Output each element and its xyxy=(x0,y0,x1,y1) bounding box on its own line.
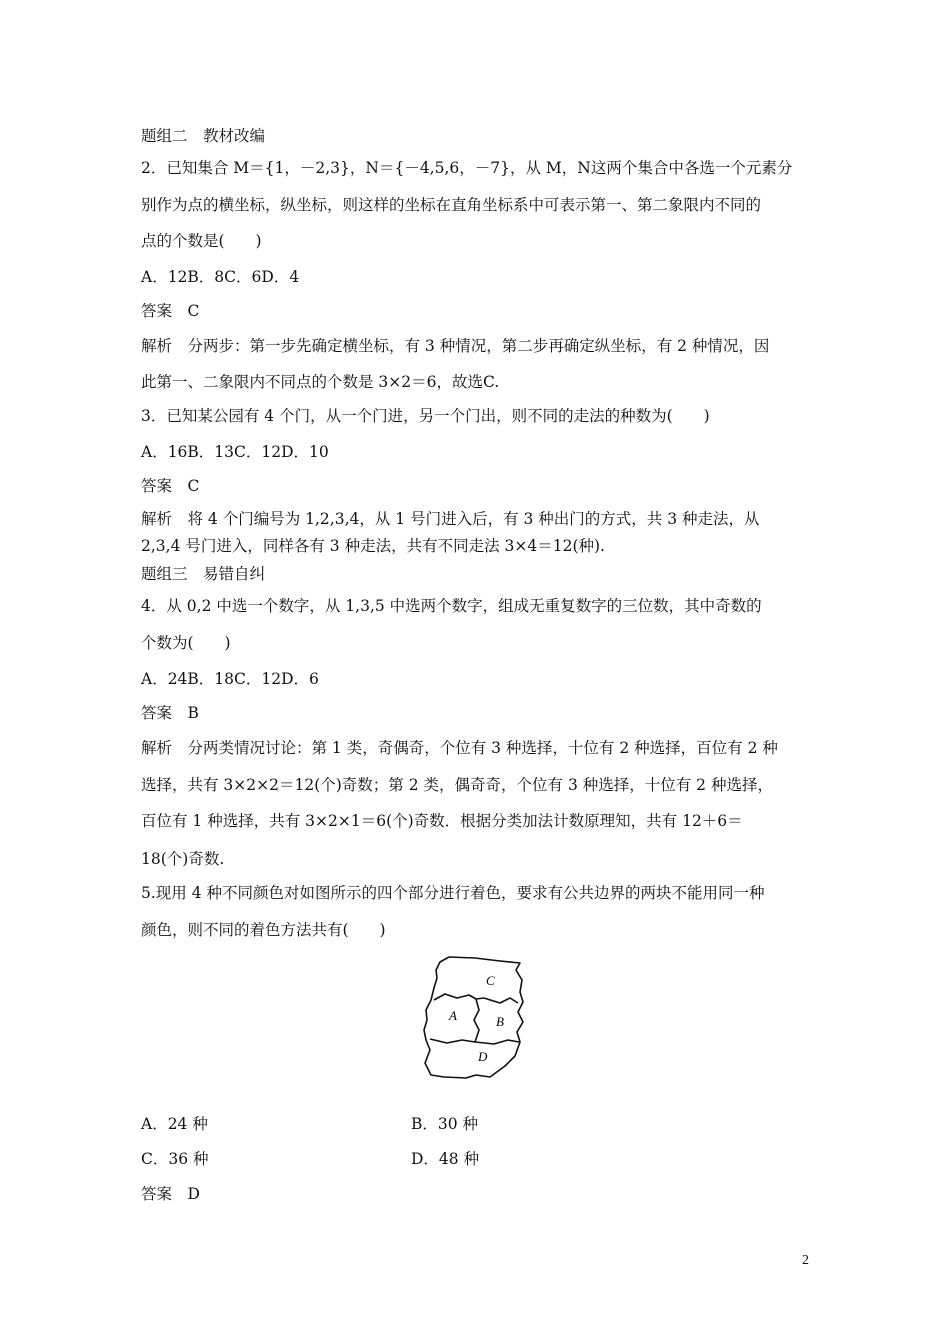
option-a: A．24 种 xyxy=(141,1115,208,1133)
answer-line: 答案 C xyxy=(141,477,200,495)
region-label-c: C xyxy=(486,973,495,988)
answer-line: 答案 B xyxy=(141,704,199,722)
section-heading: 题组三 易错自纠 xyxy=(141,565,266,583)
region-label-d: D xyxy=(478,1049,488,1064)
region-label-a: A xyxy=(449,1008,457,1023)
explanation-text: 解析 分两类情况讨论：第 1 类，奇偶奇，个位有 3 种选择，十位有 2 种选择，百位有 2 种 xyxy=(141,739,778,757)
answer-line: 答案 D xyxy=(141,1185,200,1203)
question-text: 5.现用 4 种不同颜色对如图所示的四个部分进行着色，要求有公共边界的两块不能用同一种 xyxy=(141,884,765,902)
explanation-text: 解析 分两步：第一步先确定横坐标，有 3 种情况，第二步再确定纵坐标，有 2 种情况，因 xyxy=(141,337,770,355)
question-text: 个数为( ) xyxy=(141,634,231,652)
explanation-text: 选择，共有 3×2×2＝12(个)奇数；第 2 类，偶奇奇，个位有 3 种选择，十位有 2 种选择， xyxy=(141,776,773,794)
answer-line: 答案 C xyxy=(141,302,200,320)
question-text: 点的个数是( ) xyxy=(141,232,262,250)
choices-line: A．16B．13C．12D．10 xyxy=(141,443,329,461)
question-text: 4．从 0,2 中选一个数字，从 1,3,5 中选两个数字，组成无重复数字的三位数，其中奇数的 xyxy=(141,597,762,615)
question-text: 2．已知集合 M＝{1，－2,3}，N＝{－4,5,6，－7}，从 M，N这两个集合中各选一个元素分 xyxy=(141,159,793,177)
explanation-text: 解析 将 4 个门编号为 1,2,3,4，从 1 号门进入后，有 3 种出门的方式，共 3 种走法，从 xyxy=(141,510,760,528)
explanation-text: 2,3,4 号门进入，同样各有 3 种走法，共有不同走法 3×4＝12(种). xyxy=(141,537,605,555)
choices-line: A．12B．8C．6D．4 xyxy=(141,268,300,286)
section-heading: 题组二 教材改编 xyxy=(141,127,266,145)
region-label-b: B xyxy=(496,1014,504,1029)
explanation-text: 百位有 1 种选择，共有 3×2×1＝6(个)奇数．根据分类加法计数原理知，共有 12＋6＝ xyxy=(141,812,743,830)
region-outlines xyxy=(424,957,523,1078)
choices-line: A．24B．18C．12D．6 xyxy=(141,670,319,688)
question-text: 别作为点的横坐标，纵坐标，则这样的坐标在直角坐标系中可表示第一、第二象限内不同的 xyxy=(141,196,762,214)
explanation-text: 此第一、二象限内不同点的个数是 3×2＝6，故选C. xyxy=(141,373,500,391)
option-c: C．36 种 xyxy=(141,1150,209,1168)
option-d: D．48 种 xyxy=(411,1150,480,1168)
page-number: 2 xyxy=(802,1253,809,1268)
option-b: B．30 种 xyxy=(411,1115,479,1133)
question-text: 颜色，则不同的着色方法共有( ) xyxy=(141,921,386,939)
explanation-text: 18(个)奇数. xyxy=(141,850,225,868)
question-text: 3．已知某公园有 4 个门，从一个门进，另一个门出，则不同的走法的种数为( ) xyxy=(141,407,710,425)
